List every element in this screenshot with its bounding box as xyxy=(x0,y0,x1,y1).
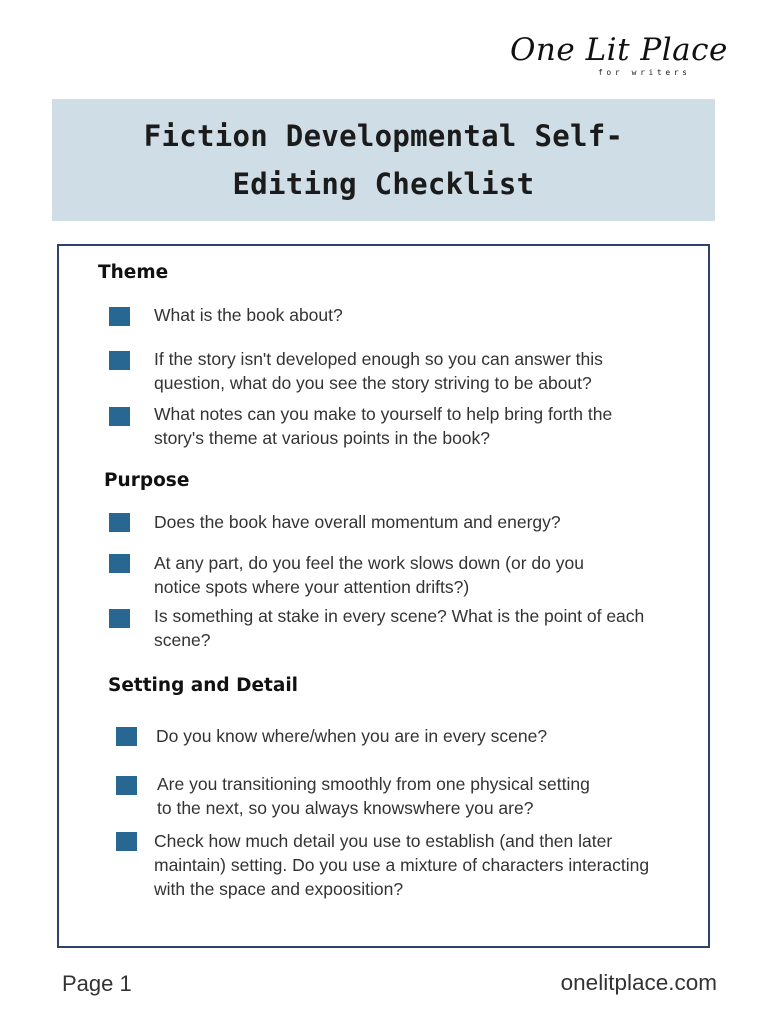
checklist-item-text xyxy=(154,402,612,450)
text-line: notice spots where your attention drifts?) xyxy=(154,577,470,597)
checklist-item-text xyxy=(154,510,561,534)
brand-logo xyxy=(510,30,728,86)
page-title-line-1: Fiction Developmental Self- xyxy=(143,119,624,153)
checklist-item-text xyxy=(154,604,644,652)
text-line: What is the book about? xyxy=(154,305,343,325)
page-number: Page 1 xyxy=(62,971,132,996)
checkbox[interactable] xyxy=(109,351,130,370)
text-line: to the next, so you always knowswhere you are? xyxy=(157,798,534,818)
text-line: scene? xyxy=(154,630,211,650)
logo-wordmark: One Lit Place xyxy=(510,32,728,68)
section-heading-purpose: Purpose xyxy=(104,470,190,491)
text-line: maintain) setting. Do you use a mixture of characters interacting xyxy=(154,855,650,875)
checkbox[interactable] xyxy=(116,776,137,795)
text-line: What notes can you make to yourself to help bring forth the xyxy=(154,404,613,424)
text-line: Does the book have overall momentum and energy? xyxy=(154,512,561,532)
checkbox[interactable] xyxy=(109,513,130,532)
logo-tagline: for writers xyxy=(598,68,691,77)
text-line: If the story isn't developed enough so you can answer this xyxy=(154,349,603,369)
page-title-line-2: Editing Checklist xyxy=(232,167,535,201)
text-line: Are you transitioning smoothly from one physical setting xyxy=(157,774,590,794)
checkbox[interactable] xyxy=(109,307,130,326)
checkbox[interactable] xyxy=(109,554,130,573)
checkbox[interactable] xyxy=(109,609,130,628)
checklist-item-text xyxy=(154,303,343,327)
text-line: with the space and expoosition? xyxy=(154,879,404,899)
text-line: Check how much detail you use to establish (and then later xyxy=(154,831,613,851)
checklist-item-text xyxy=(154,829,649,901)
text-line: Do you know where/when you are in every scene? xyxy=(156,726,548,746)
title-banner xyxy=(52,99,715,221)
text-line: Is something at stake in every scene? What is the point of each xyxy=(154,606,645,626)
page-title xyxy=(104,112,664,208)
text-line: story's theme at various points in the book? xyxy=(154,428,491,448)
text-line: At any part, do you feel the work slows down (or do you xyxy=(154,553,584,573)
checklist-item-text xyxy=(157,772,590,820)
website-url: onelitplace.com xyxy=(560,970,717,995)
checklist-item-text xyxy=(154,347,603,395)
checkbox[interactable] xyxy=(116,832,137,851)
checklist-item-text xyxy=(154,551,584,599)
text-line: question, what do you see the story striving to be about? xyxy=(154,373,592,393)
checkbox[interactable] xyxy=(109,407,130,426)
section-heading-theme: Theme xyxy=(98,262,169,283)
checklist-item-text xyxy=(156,724,547,748)
checkbox[interactable] xyxy=(116,727,137,746)
section-heading-setting-and-detail: Setting and Detail xyxy=(108,675,299,696)
